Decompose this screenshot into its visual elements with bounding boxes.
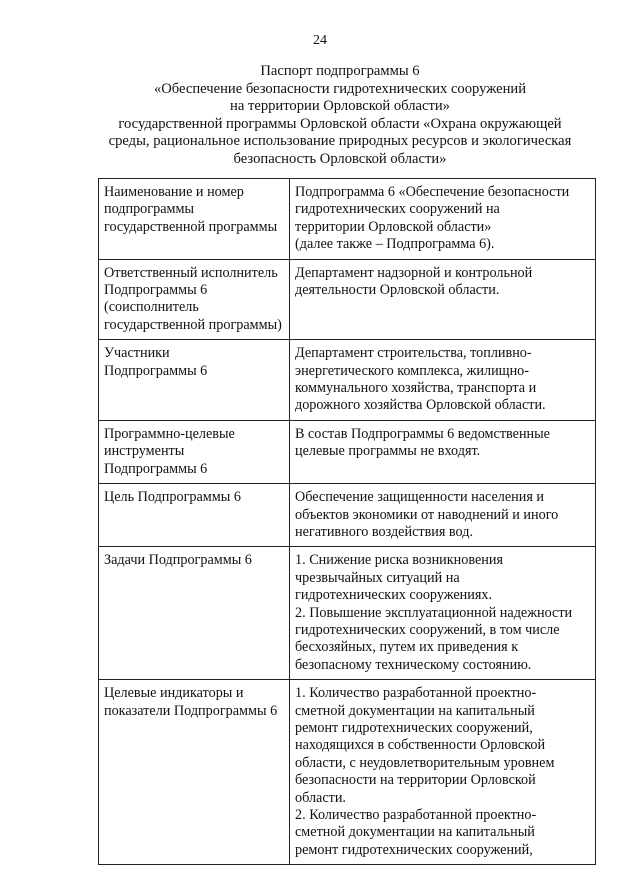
- label-line: Целевые индикаторы и: [104, 685, 244, 702]
- row-value-cell: [290, 680, 596, 865]
- label-line: (соисполнитель: [104, 299, 199, 316]
- value-line: ремонт гидротехнических сооружений,: [295, 719, 533, 736]
- value-line: области, с неудовлетворительным уровнем: [295, 754, 555, 771]
- label-line: показатели Подпрограммы 6: [104, 702, 278, 719]
- value-line: (далее также – Подпрограмма 6).: [295, 236, 495, 253]
- table-row: [99, 680, 596, 865]
- heading-line: Паспорт подпрограммы 6: [260, 63, 420, 79]
- label-line: Ответственный исполнитель: [104, 264, 278, 281]
- value-line: чрезвычайных ситуаций на: [295, 569, 460, 586]
- value-line: объектов экономики от наводнений и иного: [295, 506, 559, 523]
- label-line: инструменты: [104, 443, 185, 460]
- value-line: гидротехнических сооружениях.: [295, 587, 492, 604]
- row-label-cell: [99, 179, 290, 260]
- row-label-cell: [99, 484, 290, 547]
- heading-line: «Обеспечение безопасности гидротехнических сооружений: [153, 80, 527, 97]
- row-value-cell: [290, 340, 596, 421]
- value-line: 1. Количество разработанной проектно-: [295, 685, 537, 702]
- value-line: энергетического комплекса, жилищно-: [295, 362, 529, 379]
- label-line: Задачи Подпрограммы 6: [104, 552, 252, 569]
- label-line: Наименование и номер: [104, 184, 244, 200]
- page-number: 24: [313, 33, 327, 48]
- heading-line: государственной программы Орловской области «Охрана окружающей: [118, 115, 562, 132]
- table-row: [99, 420, 596, 483]
- value-line: целевые программы не входят.: [295, 443, 481, 460]
- row-value-cell: [290, 484, 596, 547]
- value-line: гидротехнических сооружений, в том числе: [295, 621, 560, 638]
- value-line: дорожного хозяйства Орловской области.: [295, 397, 546, 414]
- table-row: [99, 179, 596, 260]
- row-label-cell: [99, 547, 290, 680]
- value-line: Подпрограмма 6 «Обеспечение безопасности: [295, 184, 570, 200]
- row-value-cell: [290, 420, 596, 483]
- table-row: [99, 484, 596, 547]
- heading-line: на территории Орловской области»: [230, 98, 450, 115]
- row-value-cell: [290, 179, 596, 260]
- value-line: находящихся в собственности Орловской: [295, 737, 546, 754]
- table-row: [99, 340, 596, 421]
- passport-table: [98, 178, 596, 865]
- document-heading: [80, 63, 600, 169]
- value-line: Департамент надзорной и контрольной: [295, 264, 533, 281]
- value-line: сметной документации на капитальный: [295, 702, 535, 719]
- label-line: Цель Подпрограммы 6: [104, 489, 241, 506]
- label-line: Программно-целевые: [104, 425, 235, 442]
- label-line: государственной программы): [104, 316, 282, 333]
- heading-line: среды, рациональное использование природных ресурсов и экологическая: [108, 133, 572, 150]
- row-value-cell: [290, 259, 596, 340]
- value-line: деятельности Орловской области.: [295, 282, 500, 299]
- label-line: Подпрограммы 6: [104, 460, 208, 477]
- row-label-cell: [99, 340, 290, 421]
- label-line: подпрограммы: [104, 201, 194, 218]
- value-line: области.: [295, 789, 346, 806]
- value-line: В состав Подпрограммы 6 ведомственные: [295, 425, 550, 442]
- value-line: 1. Снижение риска возникновения: [295, 552, 503, 569]
- row-label-cell: [99, 680, 290, 865]
- value-line: Обеспечение защищенности населения и: [295, 489, 545, 506]
- value-line: 2. Количество разработанной проектно-: [295, 807, 537, 823]
- label-line: государственной программы: [104, 218, 278, 235]
- row-value-cell: [290, 547, 596, 680]
- label-line: Участники: [104, 345, 170, 362]
- row-label-cell: [99, 420, 290, 483]
- heading-line: безопасность Орловской области»: [233, 150, 447, 167]
- value-line: гидротехнических сооружений на: [295, 201, 500, 218]
- table-row: [99, 259, 596, 340]
- value-line: 2. Повышение эксплуатационной надежности: [295, 604, 573, 621]
- value-line: сметной документации на капитальный: [295, 824, 535, 841]
- value-line: безопасности на территории Орловской: [295, 772, 536, 789]
- value-line: коммунального хозяйства, транспорта и: [295, 380, 537, 397]
- value-line: безопасному техническому состоянию.: [295, 656, 532, 673]
- value-line: бесхозяйных, путем их приведения к: [295, 639, 519, 656]
- row-label-cell: [99, 259, 290, 340]
- value-line: территории Орловской области»: [295, 218, 492, 235]
- label-line: Подпрограммы 6: [104, 282, 208, 299]
- value-line: негативного воздействия вод.: [295, 523, 473, 540]
- value-line: ремонт гидротехнических сооружений,: [295, 841, 533, 858]
- value-line: Департамент строительства, топливно-: [295, 345, 532, 362]
- table-row: [99, 547, 596, 680]
- label-line: Подпрограммы 6: [104, 362, 208, 379]
